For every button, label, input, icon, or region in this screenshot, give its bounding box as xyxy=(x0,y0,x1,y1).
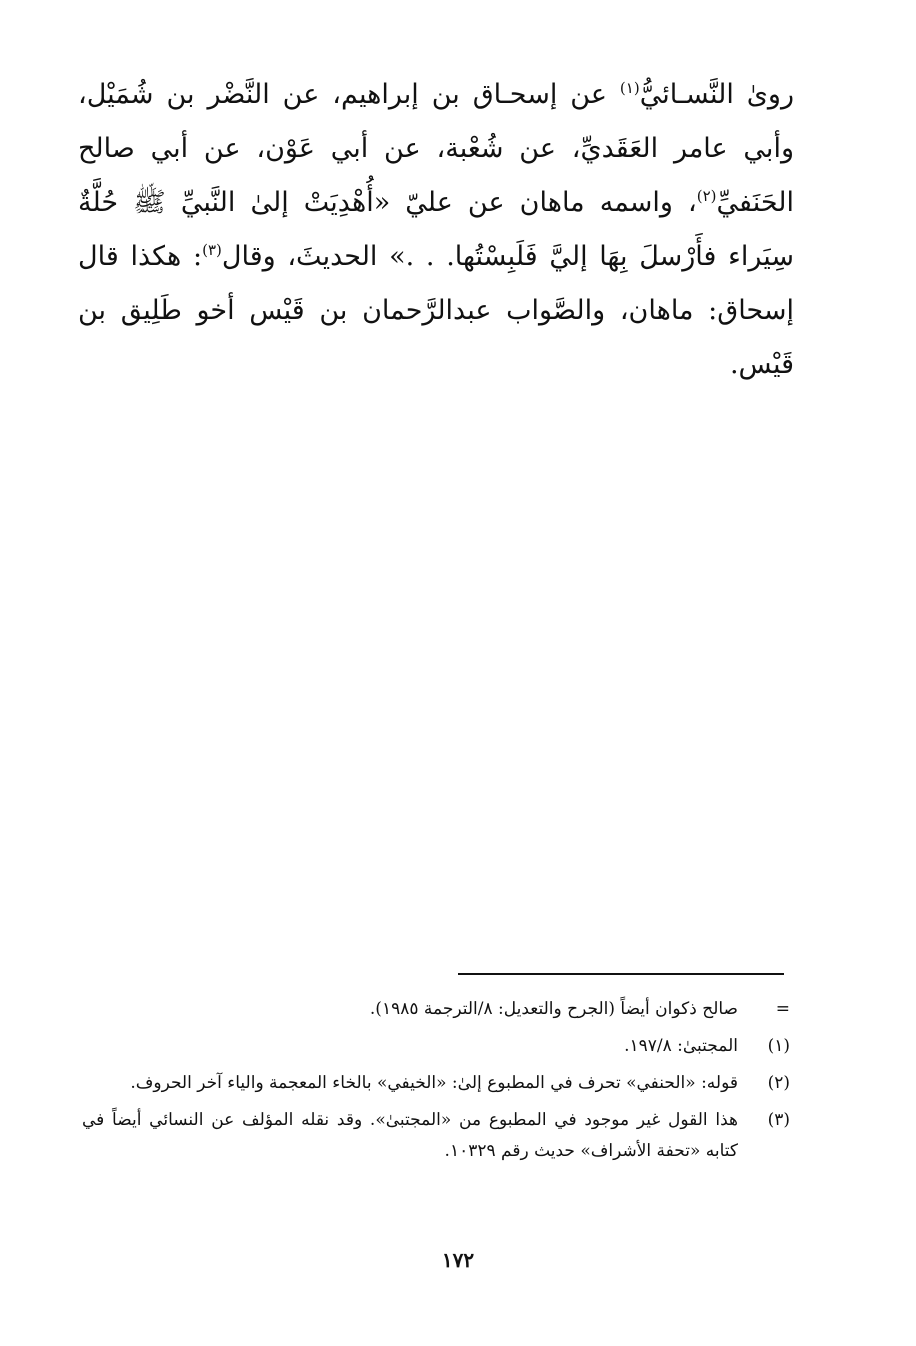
footnote-text: المجتبیٰ: ١٩٧/٨. xyxy=(624,1036,738,1056)
footnote-1 xyxy=(82,1031,790,1062)
footnote-reference-2: (٢) xyxy=(696,187,717,205)
footnote-marker: (٢) xyxy=(767,1073,790,1093)
main-text-block xyxy=(78,68,794,392)
footnote-marker: (٣) xyxy=(767,1110,790,1130)
page-number: ١٧٢ xyxy=(441,1248,475,1272)
footnotes-section xyxy=(82,994,790,1173)
main-text-segment: عن إسحـاق بن إبراهيم، عن النَّضْر بن شُمَيْل، وأبي عامر العَقَديِّ، عن شُعْبة، عن أبي عَوْن، عن أبي صالح الحَنَفيِّ xyxy=(78,79,794,218)
footnote-separator xyxy=(458,973,784,975)
footnote-marker: (١) xyxy=(767,1036,790,1056)
footnote-continuation xyxy=(82,994,790,1025)
main-text-segment: ، واسمه ماهان عن عليّ «أُهْدِيَتْ إلىٰ النَّبيِّ ﷺ حُلَّةٌ سِيَراء فأَرْسلَ بِهَا إليَّ فَلَبِسْتُها. . .» الحديثَ، وقال xyxy=(78,187,794,272)
footnote-reference-1: (١) xyxy=(619,79,640,97)
footnote-reference-3: (٣) xyxy=(202,241,222,259)
footnote-marker: = xyxy=(775,999,790,1019)
main-paragraph xyxy=(78,68,794,392)
footnote-text: قوله: «الحنفي» تحرف في المطبوع إلیٰ: «الخيفي» بالخاء المعجمة والياء آخر الحروف. xyxy=(130,1073,738,1093)
main-text-segment: رویٰ النَّسـائيُّ xyxy=(639,79,794,110)
footnote-2 xyxy=(82,1068,790,1099)
footnote-text: هذا القول غير موجود في المطبوع من «المجتبیٰ». وقد نقله المؤلف عن النسائي أيضاً في كتابه «تحفة الأشراف» حديث رقم ١٠٣٢٩. xyxy=(82,1110,738,1161)
main-text-segment: : هكذا قال إسحاق: ماهان، والصَّواب عبدالرَّحمان بن قَيْس أخو طَلِيق بن قَيْس. xyxy=(78,241,794,380)
footnote-3 xyxy=(82,1105,790,1167)
footnote-text: صالح ذكوان أيضاً (الجرح والتعديل: ٨/الترجمة ١٩٨٥). xyxy=(369,999,738,1019)
